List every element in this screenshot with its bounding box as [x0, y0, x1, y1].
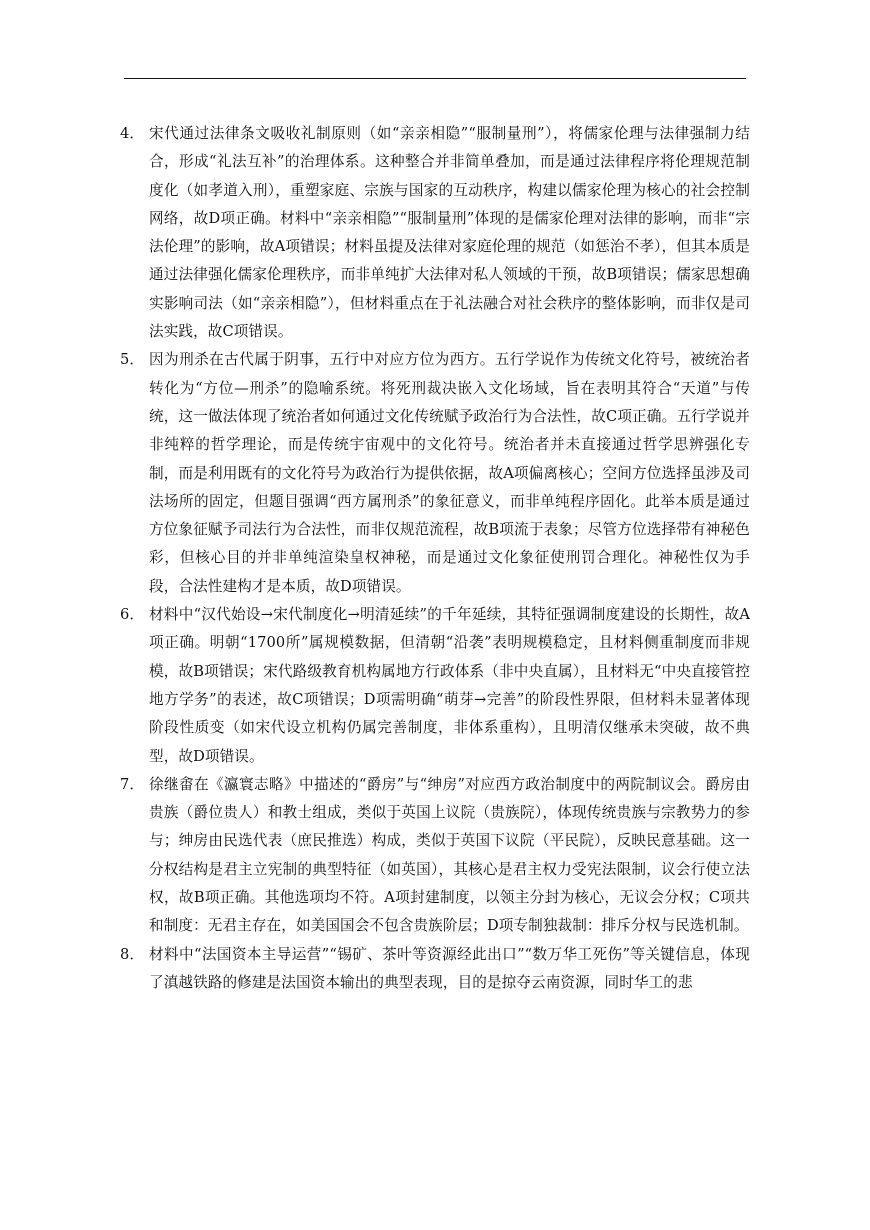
item-number: 8．: [120, 945, 145, 963]
item-number: 5．: [120, 351, 145, 369]
answer-item-7: [120, 771, 750, 941]
answer-item-6: [120, 601, 750, 771]
item-text: 徐继畬在《瀛寰志略》中描述的“爵房”与“绅房”对应西方政治制度中的两院制议会。爵房由贵族（爵位贵人）和教士组成，类似于英国上议院（贵族院），体现传统贵族与宗教势力的参与；绅房由民选代表（庶民推选）构成，类似于英国下议院（平民院），反映民意基础。这一分权结构是君主立宪制的典型特征（如英国），其核心是君主权力受宪法限制，议会行使立法权，故B项正确。其他选项均不符。A项封建制度，以领主分封为核心，无议会分权；C项共和制度：无君主存在，如美国国会不包含贵族阶层；D项专制独裁制：排斥分权与民选机制。: [149, 775, 750, 935]
item-number: 6．: [120, 606, 145, 624]
header-rule: [124, 78, 746, 79]
answer-explanations: [120, 120, 750, 997]
answer-item-5: [120, 346, 750, 601]
item-number: 7．: [120, 775, 145, 793]
item-text: 材料中“法国资本主导运营”“锡矿、茶叶等资源经此出口”“数万华工死伤”等关键信息，体现了滇越铁路的修建是法国资本输出的典型表现，目的是掠夺云南资源，同时华工的悲: [149, 945, 750, 991]
answer-item-8: [120, 941, 750, 998]
answer-item-4: [120, 120, 750, 346]
item-number: 4．: [120, 125, 145, 142]
item-text: 因为刑杀在古代属于阴事，五行中对应方位为西方。五行学说作为传统文化符号，被统治者转化为“方位—刑杀”的隐喻系统。将死刑裁决嵌入文化场域，旨在表明其符合“天道”与传统，这一做法体现了统治者如何通过文化传统赋予政治行为合法性，故C项正确。五行学说并非纯粹的哲学理论，而是传统宇宙观中的文化符号。统治者并未直接通过哲学思辨强化专制，而是利用既有的文化符号为政治行为提供依据，故A项偏离核心；空间方位选择虽涉及司法场所的固定，但题目强调“西方属刑杀”的象征意义，而非单纯程序固化。此举本质是通过方位象征赋予司法行为合法性，而非仅规范流程，故B项流于表象；尽管方位选择带有神秘色彩，但核心目的并非单纯渲染皇权神秘，而是通过文化象征使刑罚合理化。神秘性仅为手段，合法性建构才是本质，故D项错误。: [149, 351, 750, 595]
item-text: 材料中“汉代始设→宋代制度化→明清延续”的千年延续，其特征强调制度建设的长期性，故A项正确。明朝“1700所”属规模数据，但清朝“沿袭”表明规模稳定，且材料侧重制度而非规模，故B项错误；宋代路级教育机构属地方行政体系（非中央直属），且材料无“中央直接管控地方学务”的表述，故C项错误；D项需明确“萌芽→完善”的阶段性界限，但材料未显著体现阶段性质变（如宋代设立机构仍属完善制度，非体系重构），且明清仅继承未突破，故不典型，故D项错误。: [149, 606, 750, 765]
item-text: 宋代通过法律条文吸收礼制原则（如“亲亲相隐”“服制量刑”），将儒家伦理与法律强制力结合，形成“礼法互补”的治理体系。这种整合并非简单叠加，而是通过法律程序将伦理规范制度化（如孝道入刑），重塑家庭、宗族与国家的互动秩序，构建以儒家伦理为核心的社会控制网络，故D项正确。材料中“亲亲相隐”“服制量刑”体现的是儒家伦理对法律的影响，而非“宗法伦理”的影响，故A项错误；材料虽提及法律对家庭伦理的规范（如惩治不孝），但其本质是通过法律强化儒家伦理秩序，而非单纯扩大法律对私人领域的干预，故B项错误；儒家思想确实影响司法（如“亲亲相隐”），但材料重点在于礼法融合对社会秩序的整体影响，而非仅是司法实践，故C项错误。: [149, 125, 750, 341]
